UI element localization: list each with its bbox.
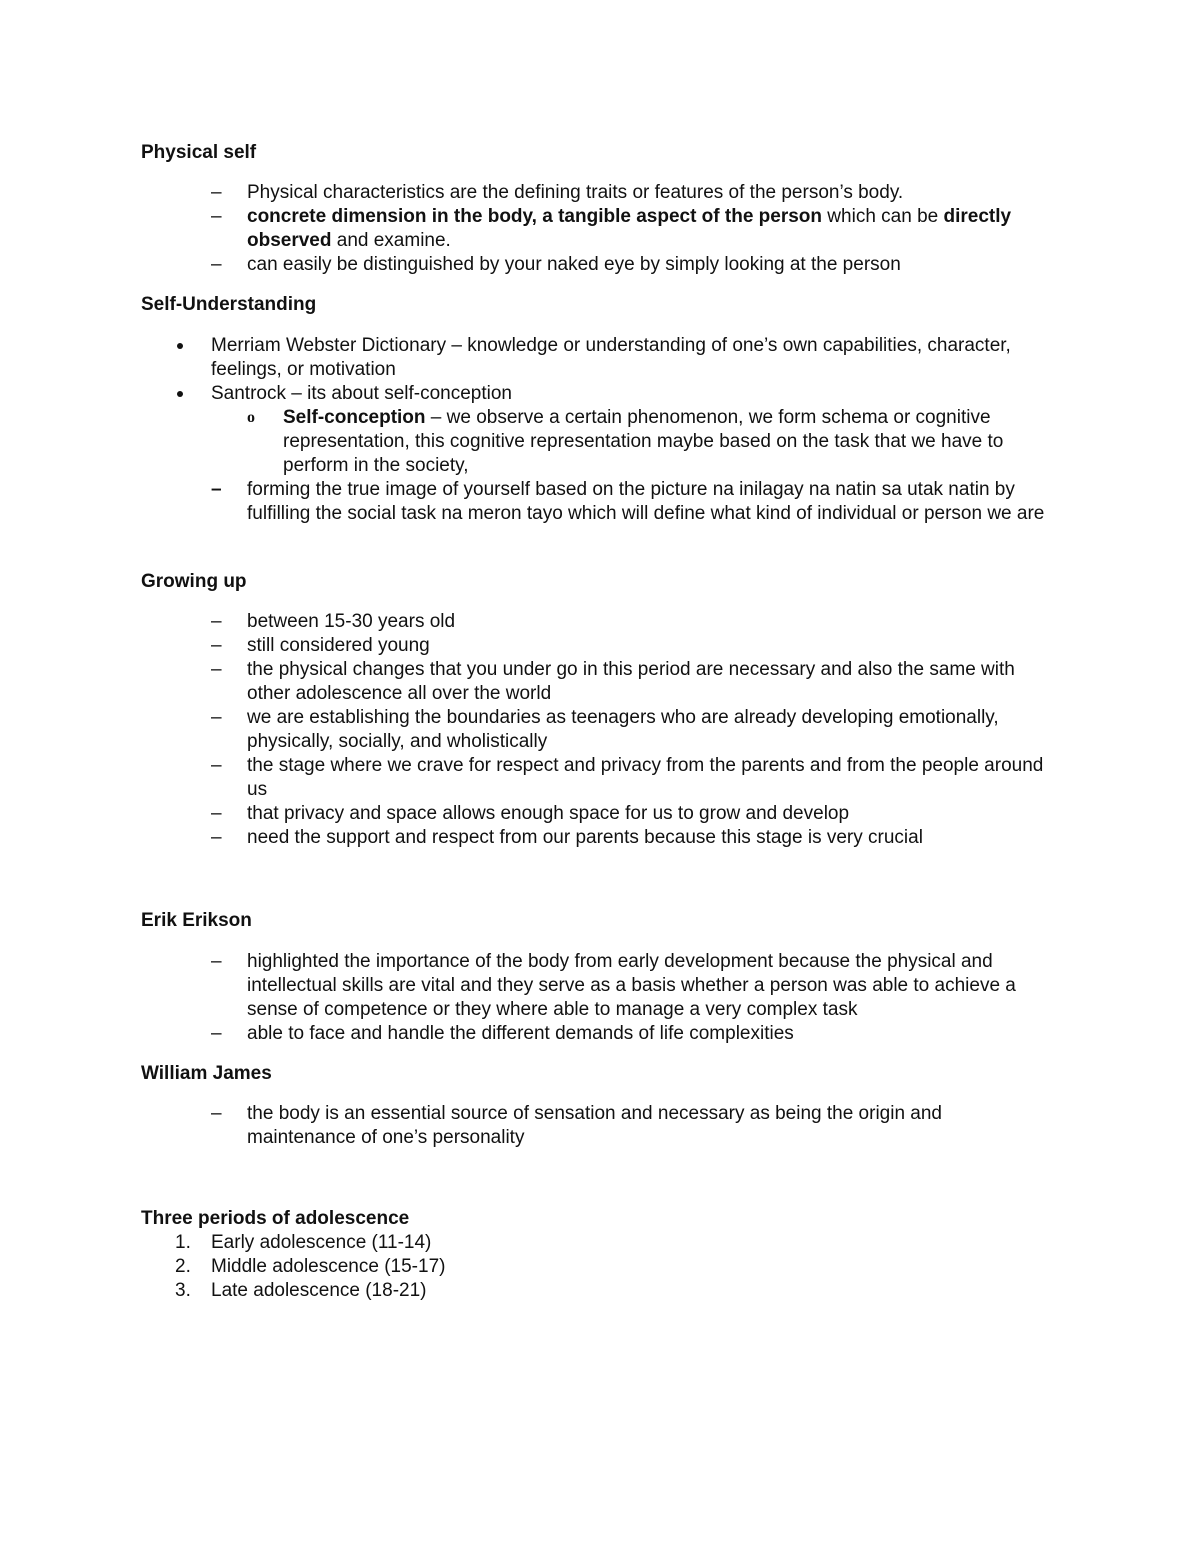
dash-marker: – xyxy=(211,1103,222,1124)
self-conception-sublist xyxy=(141,406,1051,478)
item-text: the body is an essential source of sensation and necessary as being the origin and maintenance of one’s personality xyxy=(247,1103,943,1148)
bullet-icon xyxy=(177,391,183,397)
erik-erikson-list xyxy=(141,950,1051,1046)
item-text: – we observe a certain phenomenon, we form schema or cognitive representation, this cognitive representation maybe based on the task that we have to perform in the society, xyxy=(283,407,1004,476)
list-item xyxy=(141,706,1051,754)
growing-up-list xyxy=(141,610,1051,850)
dash-marker: – xyxy=(211,479,222,500)
item-bold-text: concrete dimension in the body, a tangible aspect of the person xyxy=(247,206,823,227)
william-james-list xyxy=(141,1102,1051,1150)
section-erik-erikson xyxy=(141,909,1051,1046)
item-text: forming the true image of yourself based on the picture na inilagay na natin sa utak natin by fulfilling the social task na meron tayo which will define what kind of individual or person we are xyxy=(247,479,1045,524)
list-item xyxy=(141,610,1051,634)
dash-marker: – xyxy=(211,611,222,632)
heading-adolescence: Three periods of adolescence xyxy=(141,1208,410,1229)
list-item xyxy=(141,1255,1051,1279)
dash-marker: – xyxy=(211,755,222,776)
adolescence-list xyxy=(141,1231,1051,1303)
item-text: Santrock – its about self-conception xyxy=(211,383,513,404)
bullet-item xyxy=(141,334,1051,382)
list-item xyxy=(141,634,1051,658)
section-william-james xyxy=(141,1062,1051,1150)
number-marker: 2. xyxy=(175,1256,191,1277)
item-text: still considered young xyxy=(247,635,430,656)
section-growing-up xyxy=(141,570,1051,850)
item-bold-text: directly observed xyxy=(247,206,1012,251)
item-text: Physical characteristics are the defining traits or features of the person’s body. xyxy=(247,182,904,203)
list-item xyxy=(141,950,1051,1022)
list-item xyxy=(141,1279,1051,1303)
dash-marker: – xyxy=(211,707,222,728)
dash-marker: – xyxy=(211,827,222,848)
physical-self-list xyxy=(141,181,1051,277)
heading-physical-self: Physical self xyxy=(141,142,257,163)
heading-self-understanding: Self-Understanding xyxy=(141,294,317,315)
number-marker: 1. xyxy=(175,1232,191,1253)
bullet-item xyxy=(141,382,1051,406)
item-text: the physical changes that you under go in this period are necessary and also the same with other adolescence all over the world xyxy=(247,659,1015,704)
item-text: Merriam Webster Dictionary – knowledge or understanding of one’s own capabilities, character, feelings, or motivation xyxy=(211,335,1011,380)
item-text: that privacy and space allows enough space for us to grow and develop xyxy=(247,803,850,824)
list-item xyxy=(141,253,1051,277)
list-item xyxy=(141,181,1051,205)
item-text: Late adolescence (18-21) xyxy=(211,1280,427,1301)
item-text: highlighted the importance of the body from early development because the physical and intellectual skills are vital and they serve as a basis whether a person was able to achieve a sense of competence or they where able to manage a very complex task xyxy=(247,951,1016,1020)
section-adolescence xyxy=(141,1207,1051,1303)
list-item xyxy=(141,826,1051,850)
item-text: Early adolescence (11-14) xyxy=(211,1232,432,1253)
item-text: we are establishing the boundaries as teenagers who are already developing emotionally, physically, socially, and wholistically xyxy=(247,707,999,752)
item-text: can easily be distinguished by your naked eye by simply looking at the person xyxy=(247,254,901,275)
list-item xyxy=(141,1231,1051,1255)
number-marker: 3. xyxy=(175,1280,191,1301)
dash-marker: – xyxy=(211,206,222,227)
sub-bullet-marker: o xyxy=(247,409,255,426)
section-self-understanding xyxy=(141,293,1051,526)
dash-marker: – xyxy=(211,635,222,656)
list-item xyxy=(141,1022,1051,1046)
dash-marker: – xyxy=(211,659,222,680)
heading-william-james: William James xyxy=(141,1063,272,1084)
item-text: Middle adolescence (15-17) xyxy=(211,1256,446,1277)
heading-erik-erikson: Erik Erikson xyxy=(141,910,252,931)
list-item xyxy=(141,802,1051,826)
dash-marker: – xyxy=(211,803,222,824)
self-understanding-bullets xyxy=(141,334,1051,406)
list-item xyxy=(141,205,1051,253)
item-text: need the support and respect from our parents because this stage is very crucial xyxy=(247,827,923,848)
list-item xyxy=(141,1102,1051,1150)
item-text: and examine. xyxy=(331,230,451,251)
item-text: able to face and handle the different demands of life complexities xyxy=(247,1023,794,1044)
dash-marker: – xyxy=(211,1023,222,1044)
dash-marker: – xyxy=(211,182,222,203)
list-item xyxy=(141,478,1051,526)
item-text: which can be xyxy=(822,206,944,227)
list-item xyxy=(141,658,1051,706)
dash-marker: – xyxy=(211,254,222,275)
item-bold-text: Self-conception xyxy=(283,407,426,428)
item-text: the stage where we crave for respect and privacy from the parents and from the people around us xyxy=(247,755,1044,800)
self-understanding-dash-list xyxy=(141,478,1051,526)
bullet-icon xyxy=(177,343,183,349)
heading-growing-up: Growing up xyxy=(141,571,247,592)
list-item xyxy=(141,754,1051,802)
dash-marker: – xyxy=(211,951,222,972)
sub-list-item xyxy=(141,406,1051,478)
section-physical-self xyxy=(141,141,1051,277)
item-text: between 15-30 years old xyxy=(247,611,456,632)
